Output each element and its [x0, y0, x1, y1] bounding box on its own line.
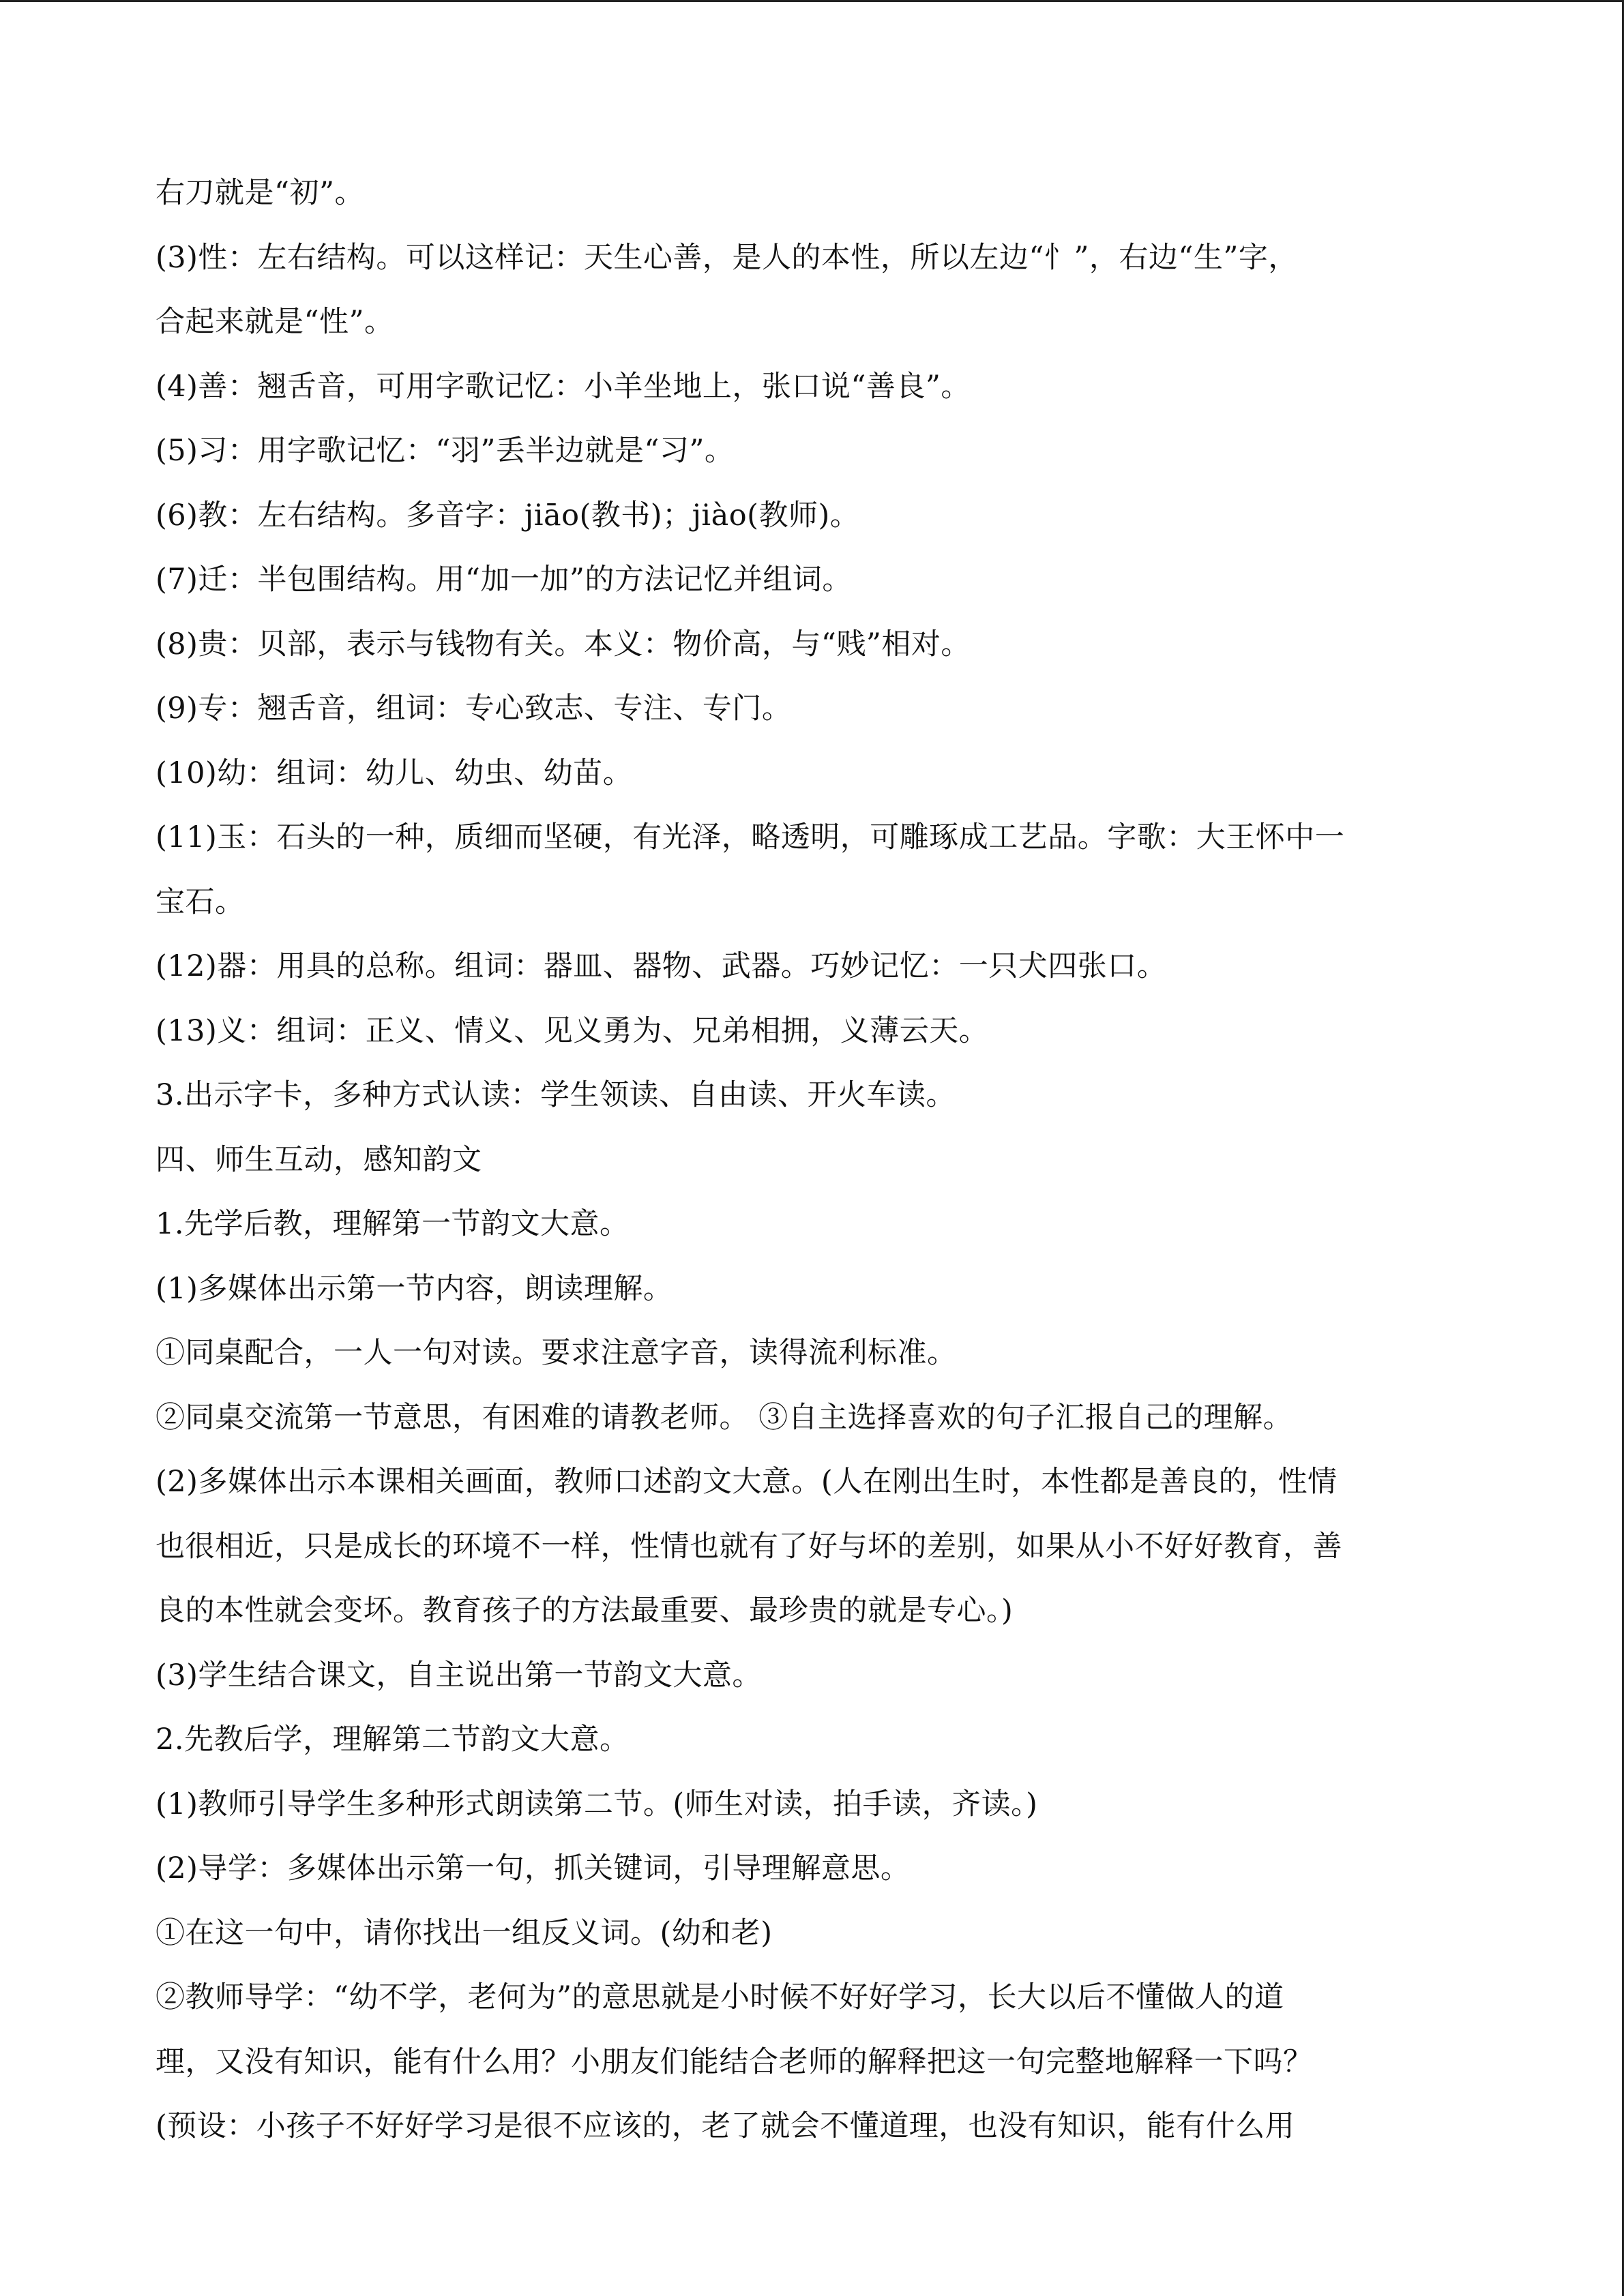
text-line: (3)性：左右结构。可以这样记：天生心善，是人的本性，所以左边“忄”，右边“生”字，: [156, 240, 1298, 275]
text-line: (11)玉：石头的一种，质细而坚硬，有光泽，略透明，可雕琢成工艺品。字歌：大王怀中一: [156, 820, 1345, 854]
text-line: (2)多媒体出示本课相关画面，教师口述韵文大意。(人在刚出生时，本性都是善良的，性情: [156, 1465, 1338, 1499]
text-line: ①在这一句中，请你找出一组反义词。(幼和老): [156, 1915, 773, 1950]
text-line: (9)专：翘舌音，组词：专心致志、专注、专门。: [156, 691, 792, 726]
text-line: (13)义：组词：正义、情义、见义勇为、兄弟相拥，义薄云天。: [156, 1013, 989, 1048]
section-heading: 四、师生互动，感知韵文: [156, 1142, 482, 1177]
text-line: (4)善：翘舌音，可用字歌记忆：小羊坐地上，张口说“善良”。: [156, 369, 971, 404]
text-line: 也很相近，只是成长的环境不一样，性情也就有了好与坏的差别，如果从小不好好教育，善: [156, 1529, 1342, 1564]
text-line: (8)贵：贝部，表示与钱物有关。本义：物价高，与“贱”相对。: [156, 627, 971, 661]
text-line: 宝石。: [156, 884, 245, 919]
text-line: 理，又没有知识，能有什么用？小朋友们能结合老师的解释把这一句完整地解释一下吗？: [156, 2044, 1313, 2079]
text-line: ①同桌配合，一人一句对读。要求注意字音，读得流利标准。: [156, 1336, 957, 1370]
text-line: (6)教：左右结构。多音字：jiāo(教书)；jiào(教师)。: [156, 498, 860, 533]
text-line: (5)习：用字歌记忆：“羽”丢半边就是“习”。: [156, 434, 735, 468]
text-line: (2)导学：多媒体出示第一句，抓关键词，引导理解意思。: [156, 1851, 911, 1885]
text-line: (预设：小孩子不好好学习是很不应该的，老了就会不懂道理，也没有知识，能有什么用: [156, 2109, 1295, 2143]
text-line: 右刀就是“初”。: [156, 176, 364, 210]
text-line: (12)器：用具的总称。组词：器皿、器物、武器。巧妙记忆：一只犬四张口。: [156, 949, 1167, 983]
text-line: 3.出示字卡，多种方式认读：学生领读、自由读、开火车读。: [156, 1078, 956, 1112]
text-line: 2.先教后学，理解第二节韵文大意。: [156, 1723, 630, 1757]
text-line: ②教师导学：“幼不学，老何为”的意思就是小时候不好好学习，长大以后不懂做人的道: [156, 1980, 1284, 2014]
text-line: 良的本性就会变坏。教育孩子的方法最重要、最珍贵的就是专心。): [156, 1594, 1014, 1628]
document-body: [156, 161, 1472, 2159]
page-border-top: [0, 0, 1624, 2]
text-line: 1.先学后教，理解第一节韵文大意。: [156, 1207, 630, 1241]
text-line: (1)多媒体出示第一节内容，朗读理解。: [156, 1271, 673, 1306]
text-line: (3)学生结合课文，自主说出第一节韵文大意。: [156, 1658, 762, 1693]
text-line: 合起来就是“性”。: [156, 305, 394, 339]
text-line: ②同桌交流第一节意思，有困难的请教老师。 ③自主选择喜欢的句子汇报自己的理解。: [156, 1400, 1293, 1435]
text-line: (1)教师引导学生多种形式朗读第二节。(师生对读，拍手读，齐读。): [156, 1787, 1038, 1821]
text-line: (10)幼：组词：幼儿、幼虫、幼苗。: [156, 756, 633, 790]
text-line: (7)迁：半包围结构。用“加一加”的方法记忆并组词。: [156, 563, 852, 597]
